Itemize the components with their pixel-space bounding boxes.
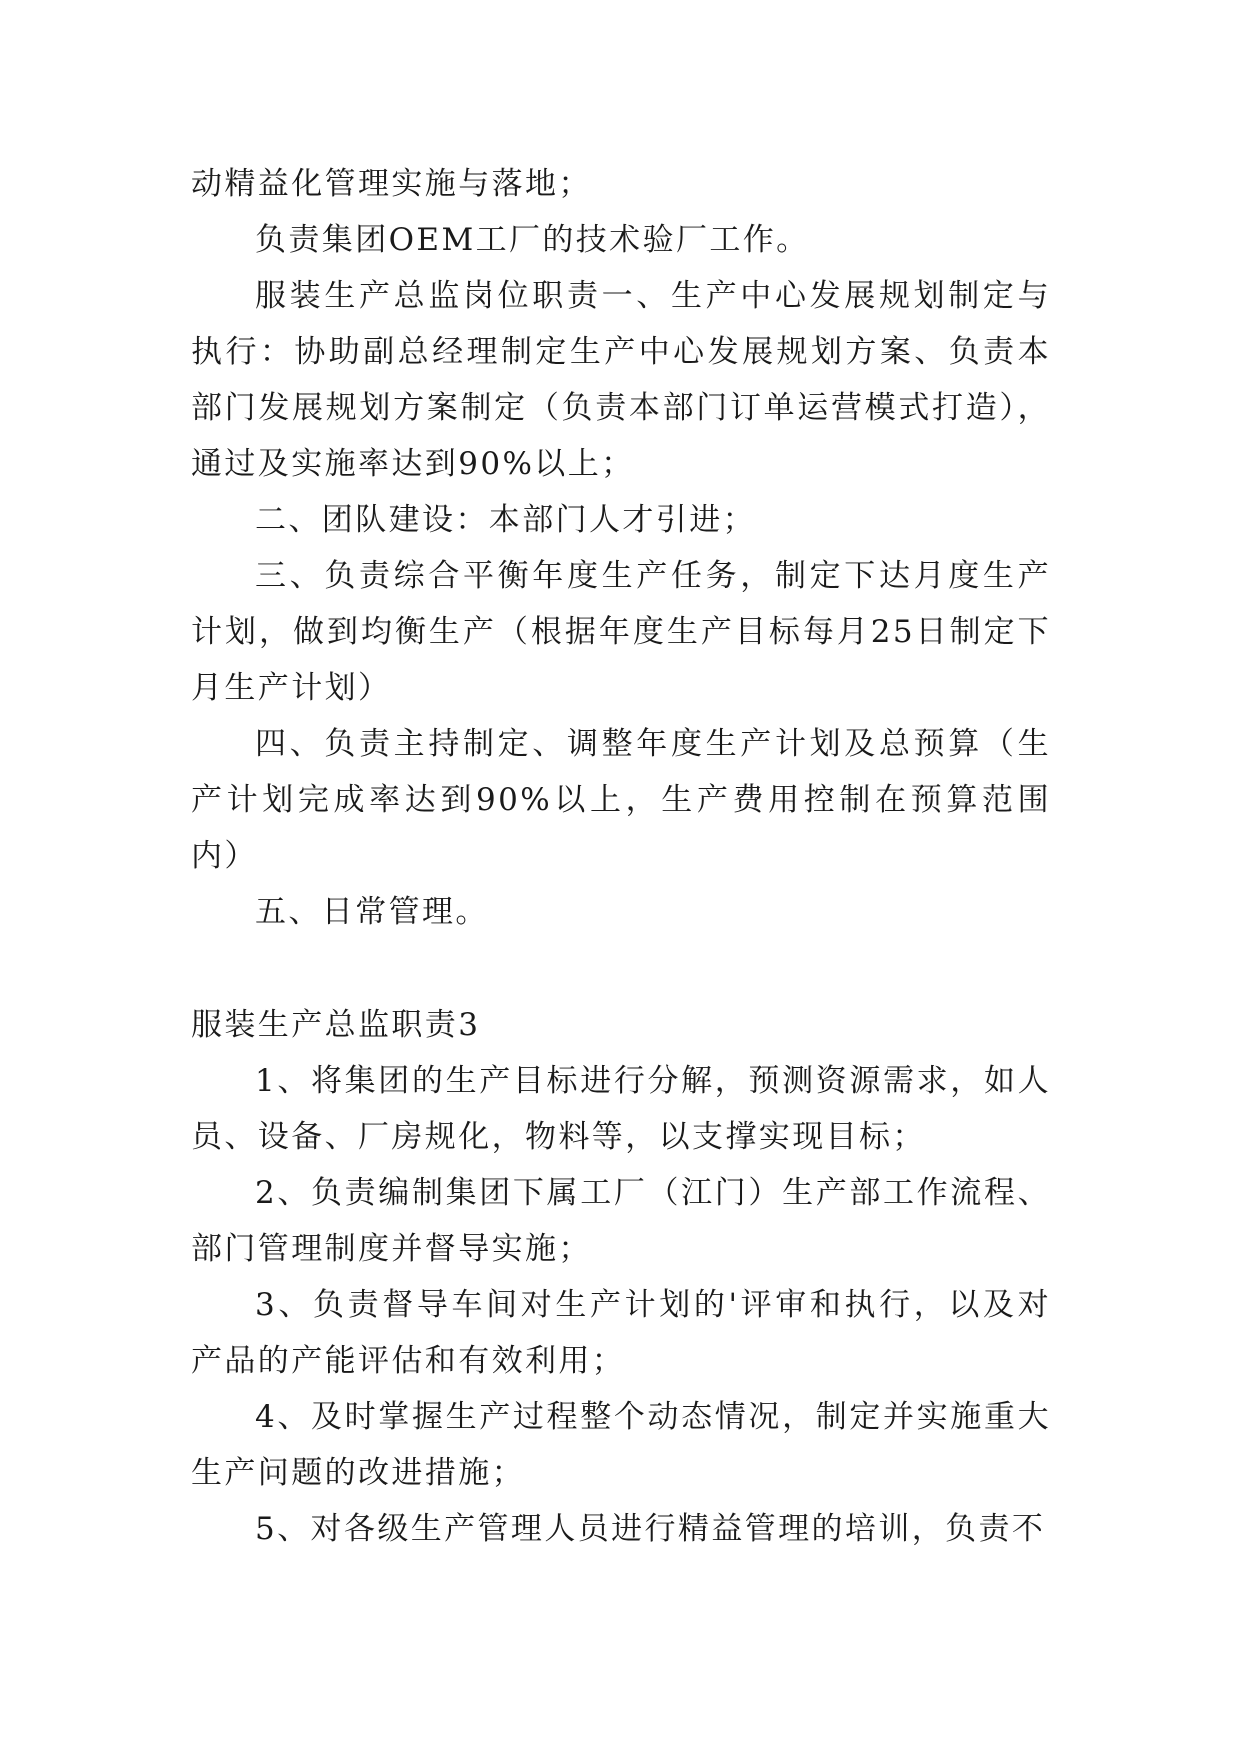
section-heading: 服装生产总监职责3: [191, 1007, 481, 1043]
paragraph-continuation: 动精益化管理实施与落地；: [191, 166, 592, 202]
section-item-5: 5、对各级生产管理人员进行精益管理的培训，负责不: [255, 1511, 1046, 1547]
section-item-3: 3、负责督导车间对生产计划的'评审和执行，以及对产品的产能评估和有效利用；: [191, 1287, 1051, 1379]
paragraph-duty-3: 三、负责综合平衡年度生产任务，制定下达月度生产计划，做到均衡生产（根据年度生产目标每月25日制定下月生产计划）: [191, 558, 1051, 706]
section-spacer: [191, 940, 1051, 997]
paragraph-duty-4: 四、负责主持制定、调整年度生产计划及总预算（生产计划完成率达到90%以上，生产费用控制在预算范围内）: [191, 726, 1051, 874]
section-item-2: 2、负责编制集团下属工厂（江门）生产部工作流程、部门管理制度并督导实施；: [191, 1175, 1051, 1267]
section-item-4: 4、及时掌握生产过程整个动态情况，制定并实施重大生产问题的改进措施；: [191, 1399, 1051, 1491]
paragraph-duty-5: 五、日常管理。: [255, 894, 489, 930]
paragraph-duty-2: 二、团队建设：本部门人才引进；: [255, 502, 756, 538]
document-body: [191, 156, 1051, 1557]
paragraph-oem-audit: 负责集团OEM工厂的技术验厂工作。: [255, 222, 810, 258]
section-item-1: 1、将集团的生产目标进行分解，预测资源需求，如人员、设备、厂房规化，物料等，以支撑实现目标；: [191, 1063, 1051, 1155]
paragraph-duty-1: 服装生产总监岗位职责一、生产中心发展规划制定与执行：协助副总经理制定生产中心发展规划方案、负责本部门发展规划方案制定（负责本部门订单运营模式打造），通过及实施率达到90%以上；: [191, 278, 1051, 482]
